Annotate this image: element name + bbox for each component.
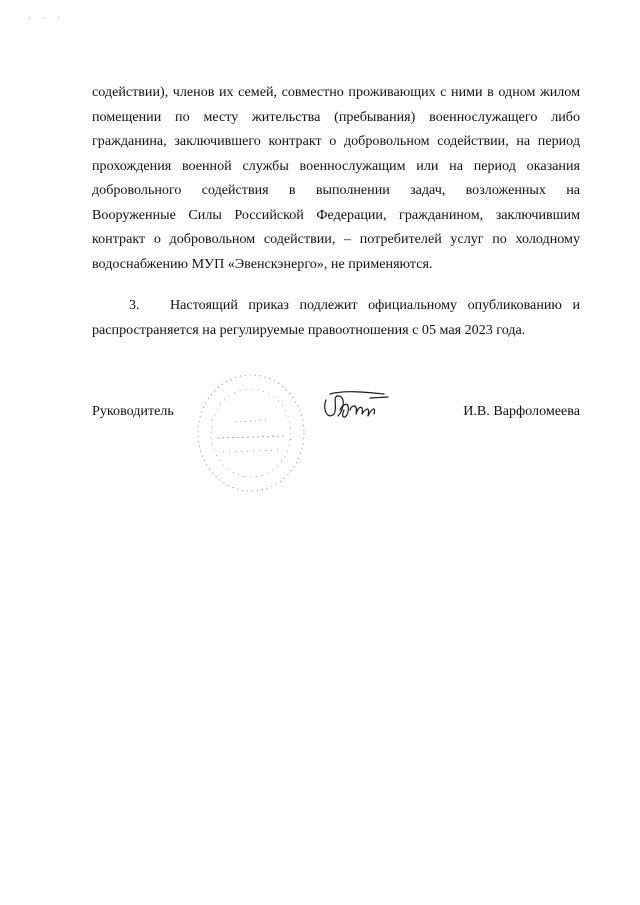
item-text-continuation: распространяется на регулируемые правоотношения с 05 мая 2023 года. xyxy=(92,321,526,338)
signatory-name: И.В. Варфоломеева xyxy=(463,403,580,419)
item-text: Настоящий приказ подлежит официальному опубликованию и xyxy=(170,297,580,313)
paragraph-line: контракт о добровольном содействии, – потребителей услуг по холодному xyxy=(92,231,580,247)
paragraph-line: содействии), членов их семей, совместно проживающих с ними в одном жилом xyxy=(92,84,580,100)
paragraph-line: добровольного содействия в выполнении задач, возложенных на xyxy=(92,182,580,198)
list-item-3 xyxy=(92,293,580,342)
paragraph-line: Вооруженные Силы Российской Федерации, гражданином, заключившим xyxy=(92,206,580,223)
paragraph-line: гражданина, заключившего контракт о добровольном содействии, на период xyxy=(92,133,580,149)
paragraph-line: помещении по месту жительства (пребывания) военнослужащего либо xyxy=(92,108,580,125)
paragraph-line: водоснабжению МУП «Эвенскэнерго», не применяются. xyxy=(92,255,433,272)
seal-stamp-icon xyxy=(195,372,307,494)
paragraph-line: прохождения военной службы военнослужащим или на период оказания xyxy=(92,157,580,174)
item-number: 3. xyxy=(129,297,140,313)
scan-artifact-marks: · · · xyxy=(28,14,65,23)
paragraph-continuation xyxy=(92,80,580,276)
item-first-line xyxy=(92,293,580,318)
signatory-role: Руководитель xyxy=(92,403,174,419)
handwritten-signature-icon xyxy=(318,388,390,428)
